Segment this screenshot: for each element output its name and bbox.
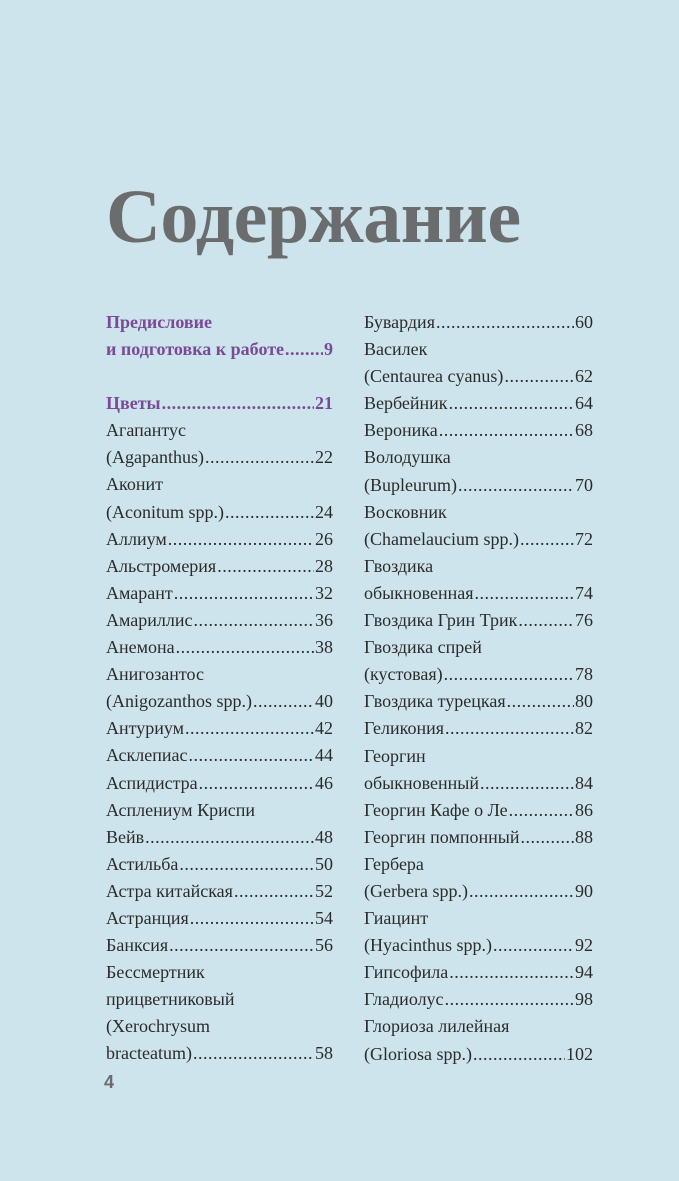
toc-entry-row — [364, 1041, 593, 1068]
toc-page-number: 90 — [575, 880, 593, 901]
toc-entry-row — [106, 824, 333, 851]
toc-page-number: 76 — [575, 610, 593, 631]
toc-entry-title: Гипсофила — [364, 962, 449, 983]
toc-entry-line: Анигозантос — [106, 664, 204, 685]
toc-page-number: 102 — [566, 1043, 593, 1064]
toc-page-number: 58 — [315, 1043, 333, 1064]
dot-leader — [253, 688, 314, 715]
toc-entry-title: Вейв — [106, 826, 145, 847]
dot-leader — [217, 553, 314, 580]
toc-entry — [106, 417, 333, 471]
toc-entry — [364, 715, 593, 742]
dot-leader — [168, 526, 314, 553]
toc-entry-title: Бувардия — [364, 312, 435, 332]
toc-entry-row — [106, 634, 333, 661]
toc-page-number: 82 — [575, 718, 593, 739]
toc-entry-title: Аспидистра — [106, 772, 198, 793]
toc-entry — [364, 959, 593, 986]
toc-entry-row — [364, 878, 593, 905]
toc-entry-title: Геликония — [364, 718, 445, 739]
toc-entry — [106, 580, 333, 607]
toc-entry — [106, 932, 333, 959]
toc-entry-row — [364, 770, 593, 797]
dot-leader — [449, 959, 574, 986]
dot-leader — [444, 661, 574, 688]
toc-entry — [106, 878, 333, 905]
toc-page-number: 94 — [575, 962, 593, 983]
dot-leader — [493, 932, 574, 959]
toc-entry-row — [106, 526, 333, 553]
toc-entry — [106, 526, 333, 553]
toc-page-number: 68 — [575, 420, 593, 441]
toc-entry-row — [364, 986, 593, 1013]
toc-entry-line: Агапантус — [106, 420, 187, 441]
toc-entry-title: (Hyacinthus spp.) — [364, 935, 492, 956]
toc-entry-title: Альстромерия — [106, 555, 217, 576]
toc-page-number: 56 — [315, 935, 333, 956]
dot-leader — [507, 688, 574, 715]
toc-entry — [106, 661, 333, 715]
toc-entry-title: Анемона — [106, 637, 175, 658]
toc-entry-row — [106, 553, 333, 580]
toc-page-number: 24 — [315, 501, 333, 522]
toc-entry-title: обыкновенная — [364, 582, 474, 603]
dot-leader — [189, 742, 314, 769]
toc-page-number: 40 — [315, 691, 333, 712]
toc-entry — [364, 905, 593, 959]
dot-leader — [185, 715, 314, 742]
toc-entry-title: Антуриум — [106, 718, 185, 739]
toc-column-right — [364, 309, 593, 1068]
toc-entry-line: (Xerochrysum — [106, 1016, 210, 1037]
toc-page-number: 26 — [315, 528, 333, 549]
dot-leader — [518, 607, 574, 634]
toc-entry-row — [364, 363, 593, 390]
toc-entry-line: Гвоздика спрей — [364, 637, 482, 658]
toc-entry-row — [106, 905, 333, 932]
dot-leader — [225, 499, 314, 526]
toc-entry — [364, 607, 593, 634]
toc-page-number: 62 — [575, 366, 593, 387]
dot-leader — [520, 526, 574, 553]
toc-entry-title: (кустовая) — [364, 664, 443, 685]
toc-entry-title: (Gerbera spp.) — [364, 880, 468, 901]
toc-entry — [364, 1013, 593, 1067]
toc-entry — [106, 715, 333, 742]
dot-leader — [445, 715, 574, 742]
toc-entry-row — [106, 444, 333, 471]
toc-entry — [106, 390, 333, 417]
toc-entry-title: Астра китайская — [106, 880, 233, 901]
toc-entry-title: bracteatum) — [106, 1043, 192, 1064]
toc-entry-row — [364, 580, 593, 607]
toc-entry-row — [106, 499, 333, 526]
toc-entry-row — [106, 770, 333, 797]
toc-entry-title: (Anigozanthos spp.) — [106, 691, 252, 712]
toc-entry-title: Гвоздика турецкая — [364, 691, 506, 712]
toc-entry-title: Вербейник — [364, 393, 448, 414]
toc-page-number: 50 — [315, 853, 333, 874]
toc-page-number: 72 — [575, 528, 593, 549]
toc-entry-line: Володушка — [364, 447, 451, 468]
dot-leader — [439, 417, 574, 444]
toc-entry-row — [106, 851, 333, 878]
toc-entry-title: Гладиолус — [364, 989, 444, 1010]
toc-entry-row — [106, 932, 333, 959]
toc-page-number: 9 — [324, 339, 333, 360]
toc-entry-title: (Gloriosa spp.) — [364, 1043, 472, 1064]
toc-entry-line: Гиацинт — [364, 908, 429, 929]
toc-page-number: 52 — [315, 880, 333, 901]
toc-page-number: 78 — [575, 664, 593, 685]
toc-entry-title: Асклепиас — [106, 745, 188, 766]
toc-entry-title: Астильба — [106, 853, 179, 874]
toc-entry — [106, 742, 333, 769]
toc-entry — [364, 824, 593, 851]
toc-entry-row — [106, 1040, 333, 1067]
toc-entry-row — [364, 688, 593, 715]
toc-entry-title: Амарант — [106, 582, 173, 603]
toc-entry-title: (Bupleurum) — [364, 474, 457, 495]
toc-page-number: 54 — [315, 907, 333, 928]
toc-entry-line: Бессмертник — [106, 962, 205, 983]
toc-entry-line: Восковник — [364, 501, 447, 522]
toc-page-number: 48 — [315, 826, 333, 847]
toc-entry-title: и подготовка к работе — [106, 339, 285, 360]
toc-entry — [364, 417, 593, 444]
toc-entry-line: Глориоза лилейная — [364, 1016, 510, 1037]
toc-entry-title: (Centaurea cyanus) — [364, 366, 504, 387]
toc-page-number: 32 — [315, 582, 333, 603]
toc-entry — [106, 553, 333, 580]
dot-leader — [509, 797, 574, 824]
toc-entry — [364, 553, 593, 607]
toc-entry — [364, 851, 593, 905]
toc-page-number: 60 — [575, 312, 593, 332]
toc-entry-row — [106, 878, 333, 905]
page-number: 4 — [104, 1072, 115, 1092]
toc-entry-title: Георгин Кафе о Ле — [364, 799, 508, 820]
dot-leader — [436, 309, 574, 336]
toc-entry-line: Предисловие — [106, 312, 212, 332]
toc-entry-row — [364, 472, 593, 499]
toc-entry-row — [364, 715, 593, 742]
toc-entry-row — [106, 688, 333, 715]
dot-leader — [190, 905, 314, 932]
toc-entry-title: (Chamelaucium spp.) — [364, 528, 519, 549]
toc-entry-row — [364, 526, 593, 553]
toc-page-number: 21 — [315, 393, 333, 414]
dot-leader — [449, 390, 574, 417]
toc-entry-row — [364, 824, 593, 851]
toc-entry-row — [106, 607, 333, 634]
toc-entry-title: Георгин помпонный — [364, 826, 520, 847]
dot-leader — [199, 770, 314, 797]
toc-page-number: 70 — [575, 474, 593, 495]
toc-entry — [106, 851, 333, 878]
toc-page-number: 80 — [575, 691, 593, 712]
dot-leader — [234, 878, 314, 905]
toc-page-number: 86 — [575, 799, 593, 820]
toc-entry-line: прицветниковый — [106, 989, 235, 1010]
toc-entry — [106, 309, 333, 363]
toc-page-number: 38 — [315, 637, 333, 658]
toc-entry — [364, 336, 593, 390]
toc-entry-line: Гербера — [364, 853, 424, 874]
page-title: Содержание — [106, 175, 521, 259]
toc-entry — [364, 634, 593, 688]
dot-leader — [162, 390, 314, 417]
toc-entry-row — [106, 742, 333, 769]
toc-entry-row — [364, 661, 593, 688]
toc-entry — [106, 959, 333, 1067]
toc-entry-row — [106, 715, 333, 742]
toc-page-number: 64 — [575, 393, 593, 414]
toc-entry-row — [106, 390, 333, 417]
toc-page-number: 88 — [575, 826, 593, 847]
toc-entry-title: Вероника — [364, 420, 438, 441]
toc-entry — [106, 797, 333, 851]
toc-page-number: 28 — [315, 555, 333, 576]
dot-leader — [504, 363, 574, 390]
toc-entry — [364, 309, 593, 336]
toc-entry-title: (Aconitum spp.) — [106, 501, 224, 522]
toc-entry-row — [106, 336, 333, 363]
toc-entry-title: Аллиум — [106, 528, 167, 549]
dot-leader — [174, 580, 314, 607]
toc-page-number: 74 — [575, 582, 593, 603]
toc-entry-title: Гвоздика Грин Трик — [364, 610, 518, 631]
dot-leader — [193, 607, 314, 634]
dot-leader — [480, 770, 574, 797]
toc-entry — [106, 905, 333, 932]
toc-entry-row — [364, 390, 593, 417]
toc-entry-title: Амариллис — [106, 609, 193, 630]
toc-entry-row — [106, 580, 333, 607]
dot-leader — [285, 336, 323, 363]
toc-page-number: 46 — [315, 772, 333, 793]
toc-page-number: 36 — [315, 609, 333, 630]
toc-entry-row — [364, 797, 593, 824]
dot-leader — [179, 851, 314, 878]
toc-entry-row — [364, 959, 593, 986]
dot-leader — [469, 878, 574, 905]
dot-leader — [176, 634, 314, 661]
toc-entry — [364, 688, 593, 715]
toc-entry-row — [364, 309, 593, 336]
dot-leader — [475, 580, 574, 607]
toc-page-number: 98 — [575, 989, 593, 1010]
toc-entry-row — [364, 932, 593, 959]
dot-leader — [193, 1040, 314, 1067]
toc-entry-line: Асплениум Криспи — [106, 799, 255, 820]
toc-entry — [364, 499, 593, 553]
toc-page-number: 92 — [575, 935, 593, 956]
toc-page-number: 22 — [315, 447, 333, 468]
toc-entry-title: (Agapanthus) — [106, 447, 204, 468]
toc-page-number: 44 — [315, 745, 333, 766]
dot-leader — [145, 824, 314, 851]
toc-entry — [106, 634, 333, 661]
toc-entry — [364, 390, 593, 417]
toc-page-number: 42 — [315, 718, 333, 739]
toc-entry-line: Аконит — [106, 474, 163, 495]
toc-entry — [364, 986, 593, 1013]
toc-entry-title: Астранция — [106, 907, 189, 928]
toc-entry — [364, 444, 593, 498]
toc-entry-title: обыкновенный — [364, 772, 480, 793]
dot-leader — [520, 824, 574, 851]
toc-entry-title: Банксия — [106, 935, 169, 956]
dot-leader — [473, 1041, 565, 1068]
toc-entry — [364, 743, 593, 797]
dot-leader — [169, 932, 314, 959]
toc-entry — [106, 770, 333, 797]
toc-entry-title: Цветы — [106, 393, 161, 414]
toc-entry — [364, 797, 593, 824]
toc-column-left — [106, 309, 333, 1068]
toc-entry-row — [364, 417, 593, 444]
dot-leader — [458, 472, 574, 499]
toc-entry-line: Гвоздика — [364, 555, 434, 576]
toc-entry-row — [364, 607, 593, 634]
toc-entry — [106, 607, 333, 634]
toc-entry-line: Георгин — [364, 745, 426, 766]
toc-page-number: 84 — [575, 772, 593, 793]
toc-entry — [106, 471, 333, 525]
dot-leader — [445, 986, 574, 1013]
dot-leader — [205, 444, 314, 471]
toc-entry-line: Василек — [364, 339, 428, 360]
